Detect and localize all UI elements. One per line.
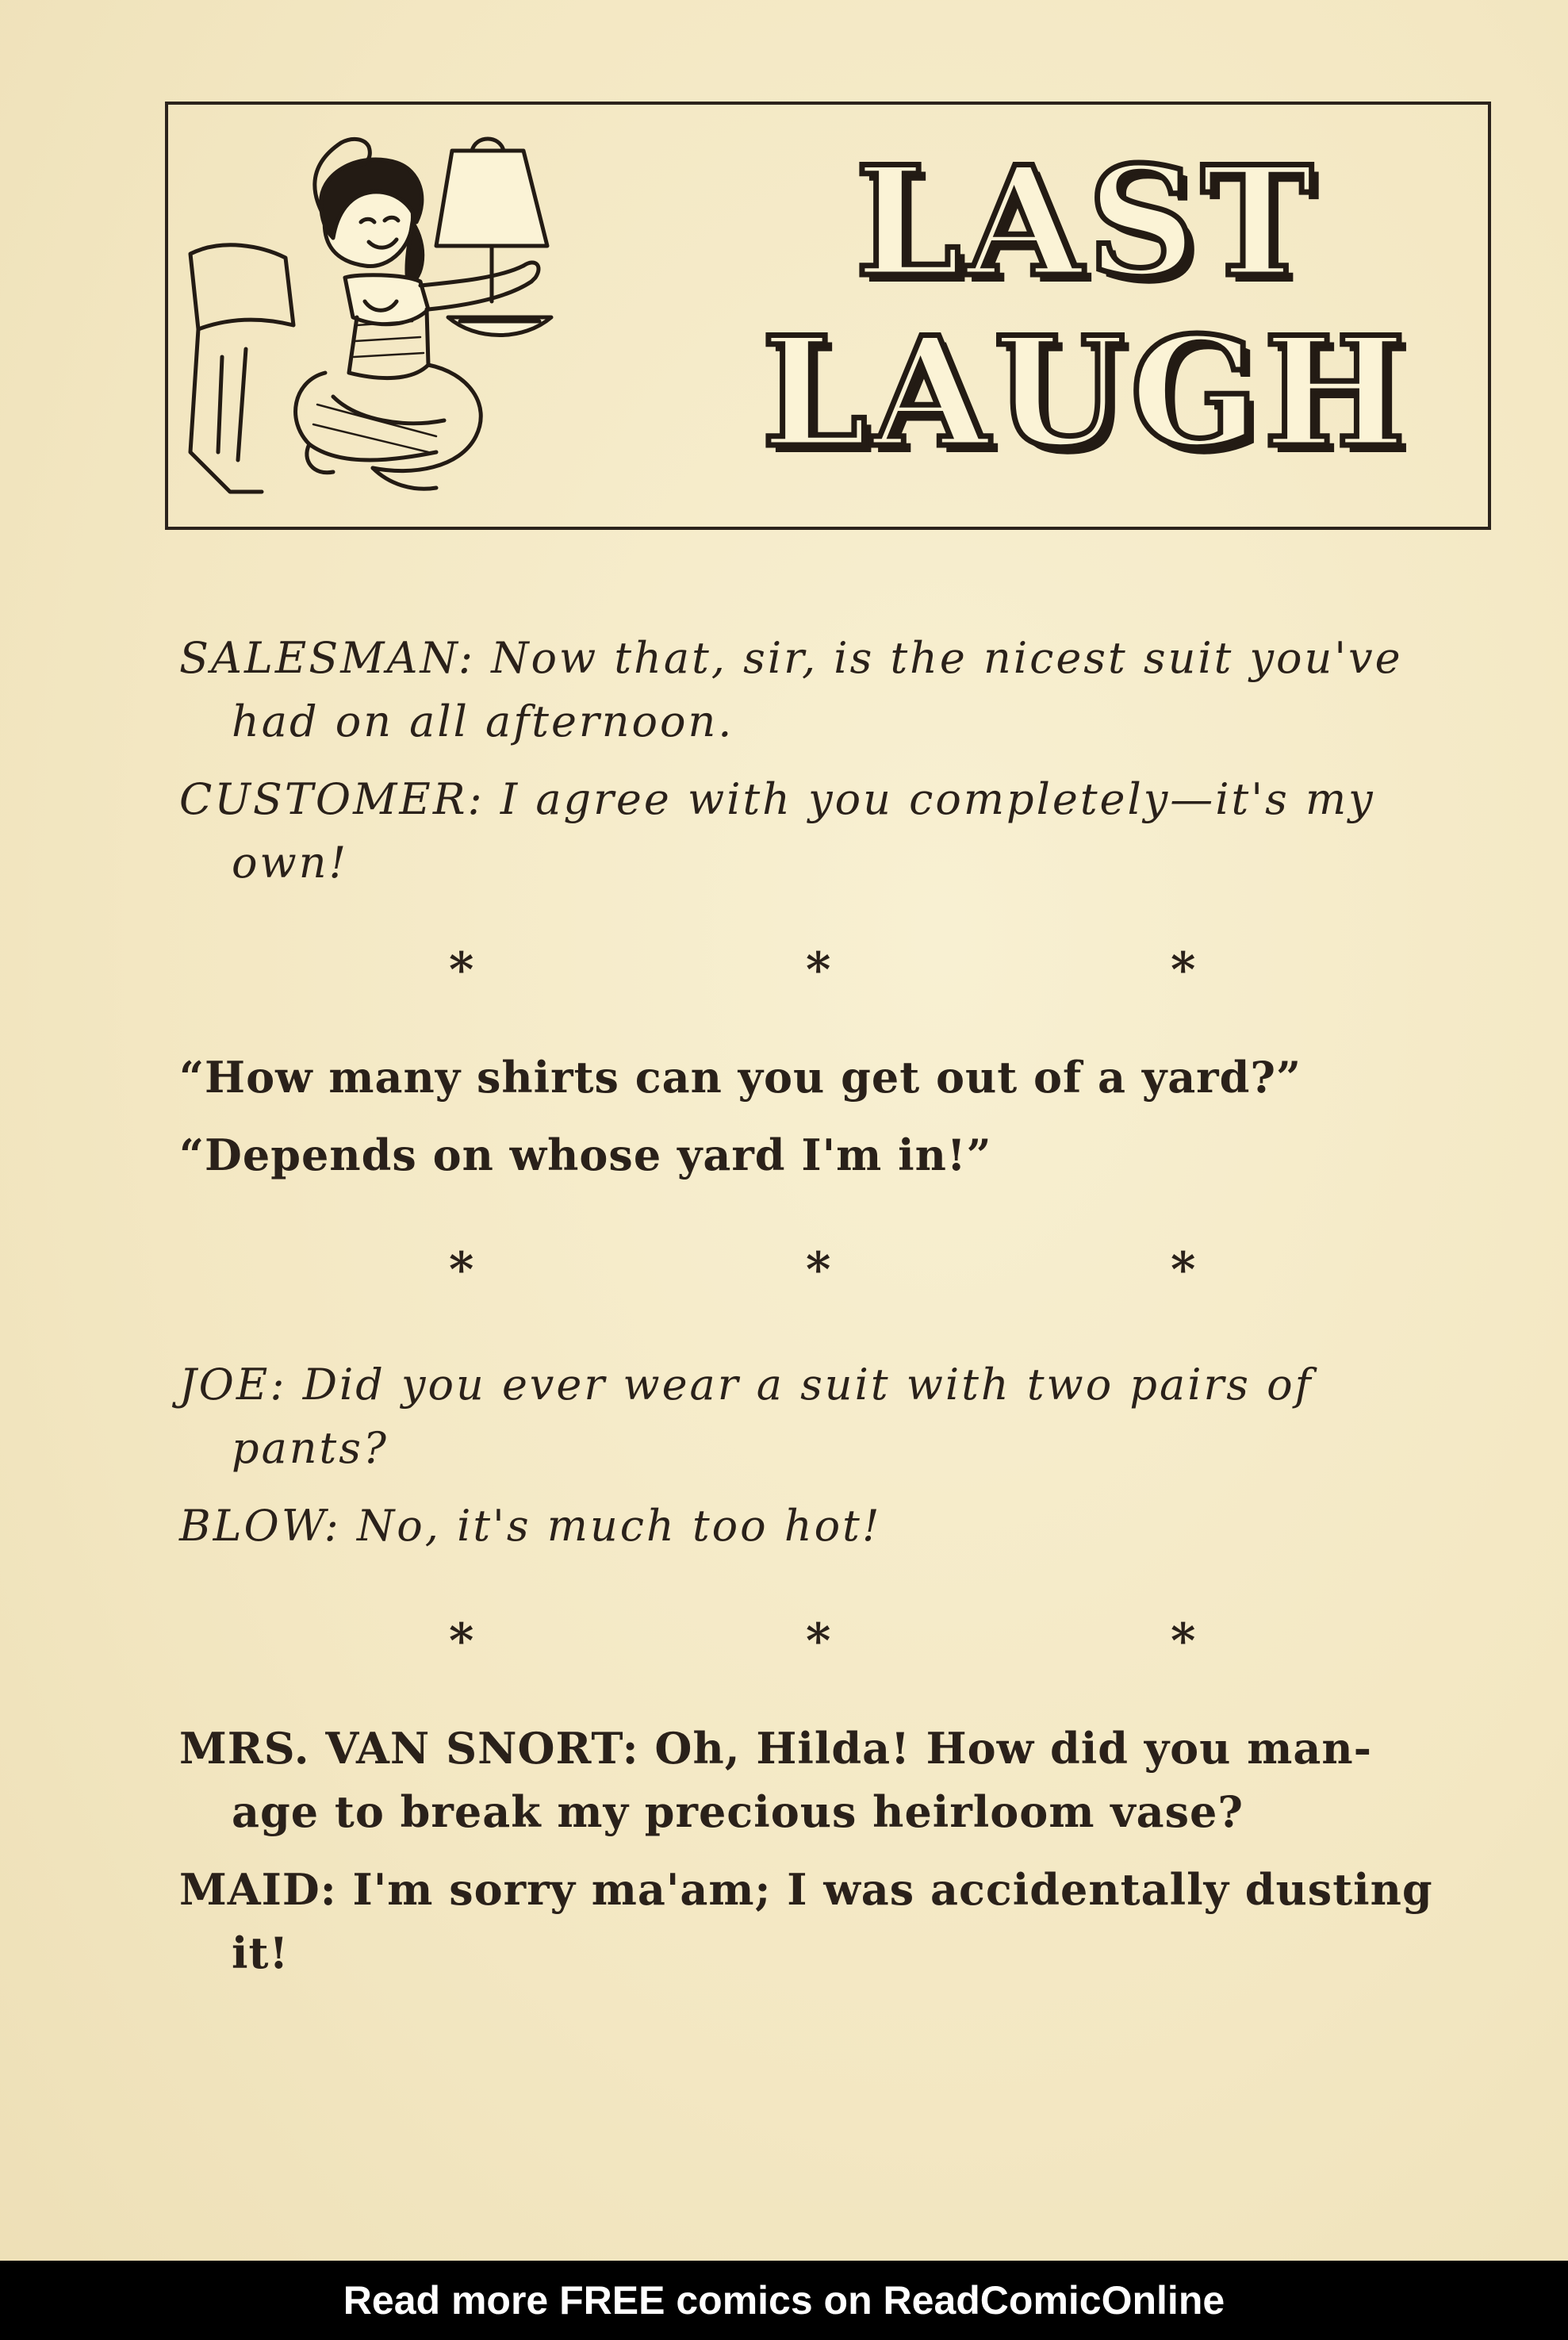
- joke-line: pants?: [232, 1423, 389, 1473]
- speaker: JOE:: [179, 1360, 287, 1410]
- footer-banner[interactable]: [0, 2261, 1568, 2340]
- dialogue: I'm sorry ma'am; I was accidentally dusting: [352, 1864, 1433, 1915]
- speaker: MRS. VAN SNORT:: [179, 1723, 639, 1774]
- separator-star: *: [1171, 942, 1196, 998]
- dialogue: No, it's much too hot!: [357, 1501, 882, 1551]
- separator: [179, 1558, 1488, 1717]
- separator-star: *: [1171, 1613, 1196, 1669]
- title-last: LAST: [855, 133, 1318, 310]
- joke-line: [179, 1717, 1488, 1780]
- dialogue: Oh, Hilda! How did you man-: [654, 1723, 1373, 1774]
- separator-star: *: [806, 1613, 831, 1669]
- separator-star: *: [449, 1242, 474, 1298]
- joke-line: [179, 768, 1488, 831]
- joke-line: “Depends on whose yard I'm in!”: [179, 1130, 992, 1180]
- joke-line: own!: [232, 838, 349, 888]
- separator-star: *: [1171, 1242, 1196, 1298]
- joke-line: it!: [232, 1928, 289, 1978]
- woman-sitting-with-lamp-illustration: [174, 119, 722, 571]
- joke-salesman: [179, 627, 1488, 895]
- joke-line: had on all afternoon.: [232, 696, 734, 746]
- joke-line: [179, 1494, 1488, 1558]
- separator-star: *: [449, 942, 474, 998]
- separator-star: *: [806, 1242, 831, 1298]
- speaker: BLOW:: [179, 1501, 341, 1551]
- separator: [179, 1187, 1488, 1353]
- joke-line: [179, 1858, 1488, 1921]
- separator-star: *: [806, 942, 831, 998]
- joke-line: age to break my precious heirloom vase?: [232, 1786, 1244, 1837]
- jokes-list: [179, 627, 1488, 1985]
- joke-line: [179, 627, 1488, 690]
- separator: [179, 895, 1488, 1045]
- joke-line: “How many shirts can you get out of a yard?”: [179, 1052, 1302, 1103]
- title-laugh: LAUGH: [761, 304, 1411, 481]
- footer-link-text[interactable]: Read more FREE comics on ReadComicOnline: [343, 2278, 1225, 2323]
- joke-line: [179, 1353, 1488, 1417]
- separator-star: *: [449, 1613, 474, 1669]
- joke-van-snort: [179, 1717, 1488, 1985]
- dialogue: Now that, sir, is the nicest suit you've: [491, 633, 1403, 683]
- dialogue: I agree with you completely—it's my: [500, 774, 1375, 824]
- joke-joe-blow: [179, 1353, 1488, 1558]
- dialogue: Did you ever wear a suit with two pairs of: [302, 1360, 1313, 1410]
- speaker: CUSTOMER:: [179, 774, 485, 824]
- speaker: MAID:: [179, 1864, 337, 1915]
- speaker: SALESMAN:: [179, 633, 476, 683]
- joke-shirts: [179, 1045, 1488, 1187]
